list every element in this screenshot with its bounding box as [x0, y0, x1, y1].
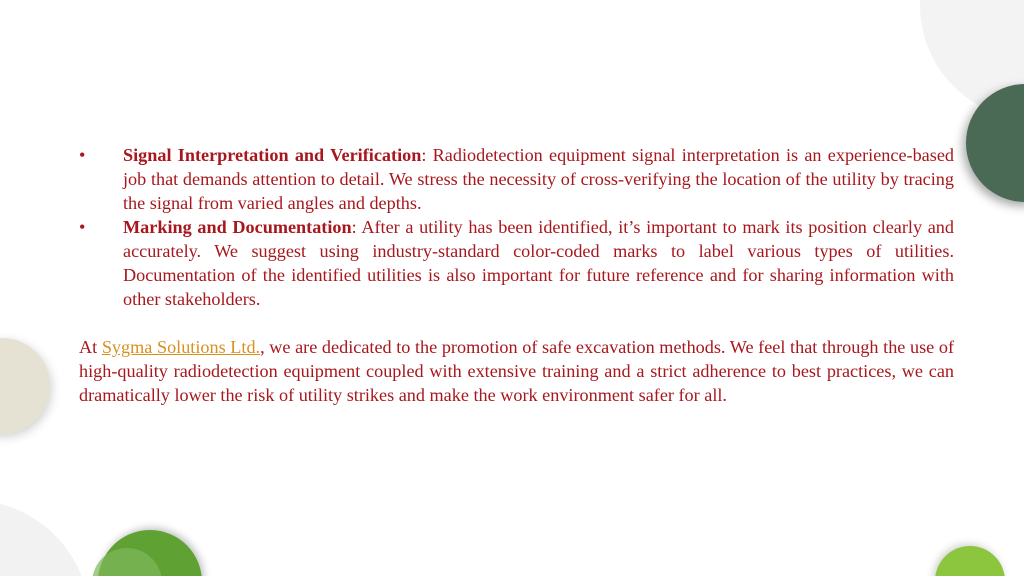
closing-prefix: At [79, 337, 102, 357]
bullet-text: After a utility has been identified, it’s important to mark its position clearly and accurately. We suggest using industry-standard color-coded marks to label various types of utilities. Documentation of the identified utilities is also important for future reference and for sharing information with other stakeholders. [123, 217, 954, 309]
decorative-circle-light-bottom [0, 500, 90, 576]
bullet-text: Radiodetection equipment signal interpretation is an experience-based job that demands attention to detail. We stress the necessity of cross-verifying the location of the utility by tracing the signal from varied angles and depths. [123, 145, 954, 213]
decorative-circle-lime [935, 546, 1005, 576]
bullet-item-signal-interpretation [79, 143, 954, 215]
bullet-separator: : [421, 145, 427, 165]
slide-body [79, 143, 954, 407]
bullet-list [79, 143, 954, 311]
bullet-marker: • [79, 145, 86, 165]
decorative-circle-beige [0, 338, 50, 434]
bullet-item-marking-documentation [79, 215, 954, 311]
sygma-solutions-link[interactable]: Sygma Solutions Ltd. [101, 337, 261, 357]
closing-suffix: , we are dedicated to the promotion of safe excavation methods. We feel that through the use of high-quality radiodetection equipment coupled with extensive training and a strict adherence to best practices, we can dramatically lower the risk of utility strikes and make the work environment safer for all. [79, 337, 954, 405]
bullet-separator: : [351, 217, 357, 237]
bullet-term: Marking and Documentation [123, 217, 352, 237]
bullet-term: Signal Interpretation and Verification [123, 145, 422, 165]
closing-paragraph [79, 335, 954, 407]
bullet-marker: • [79, 217, 86, 237]
